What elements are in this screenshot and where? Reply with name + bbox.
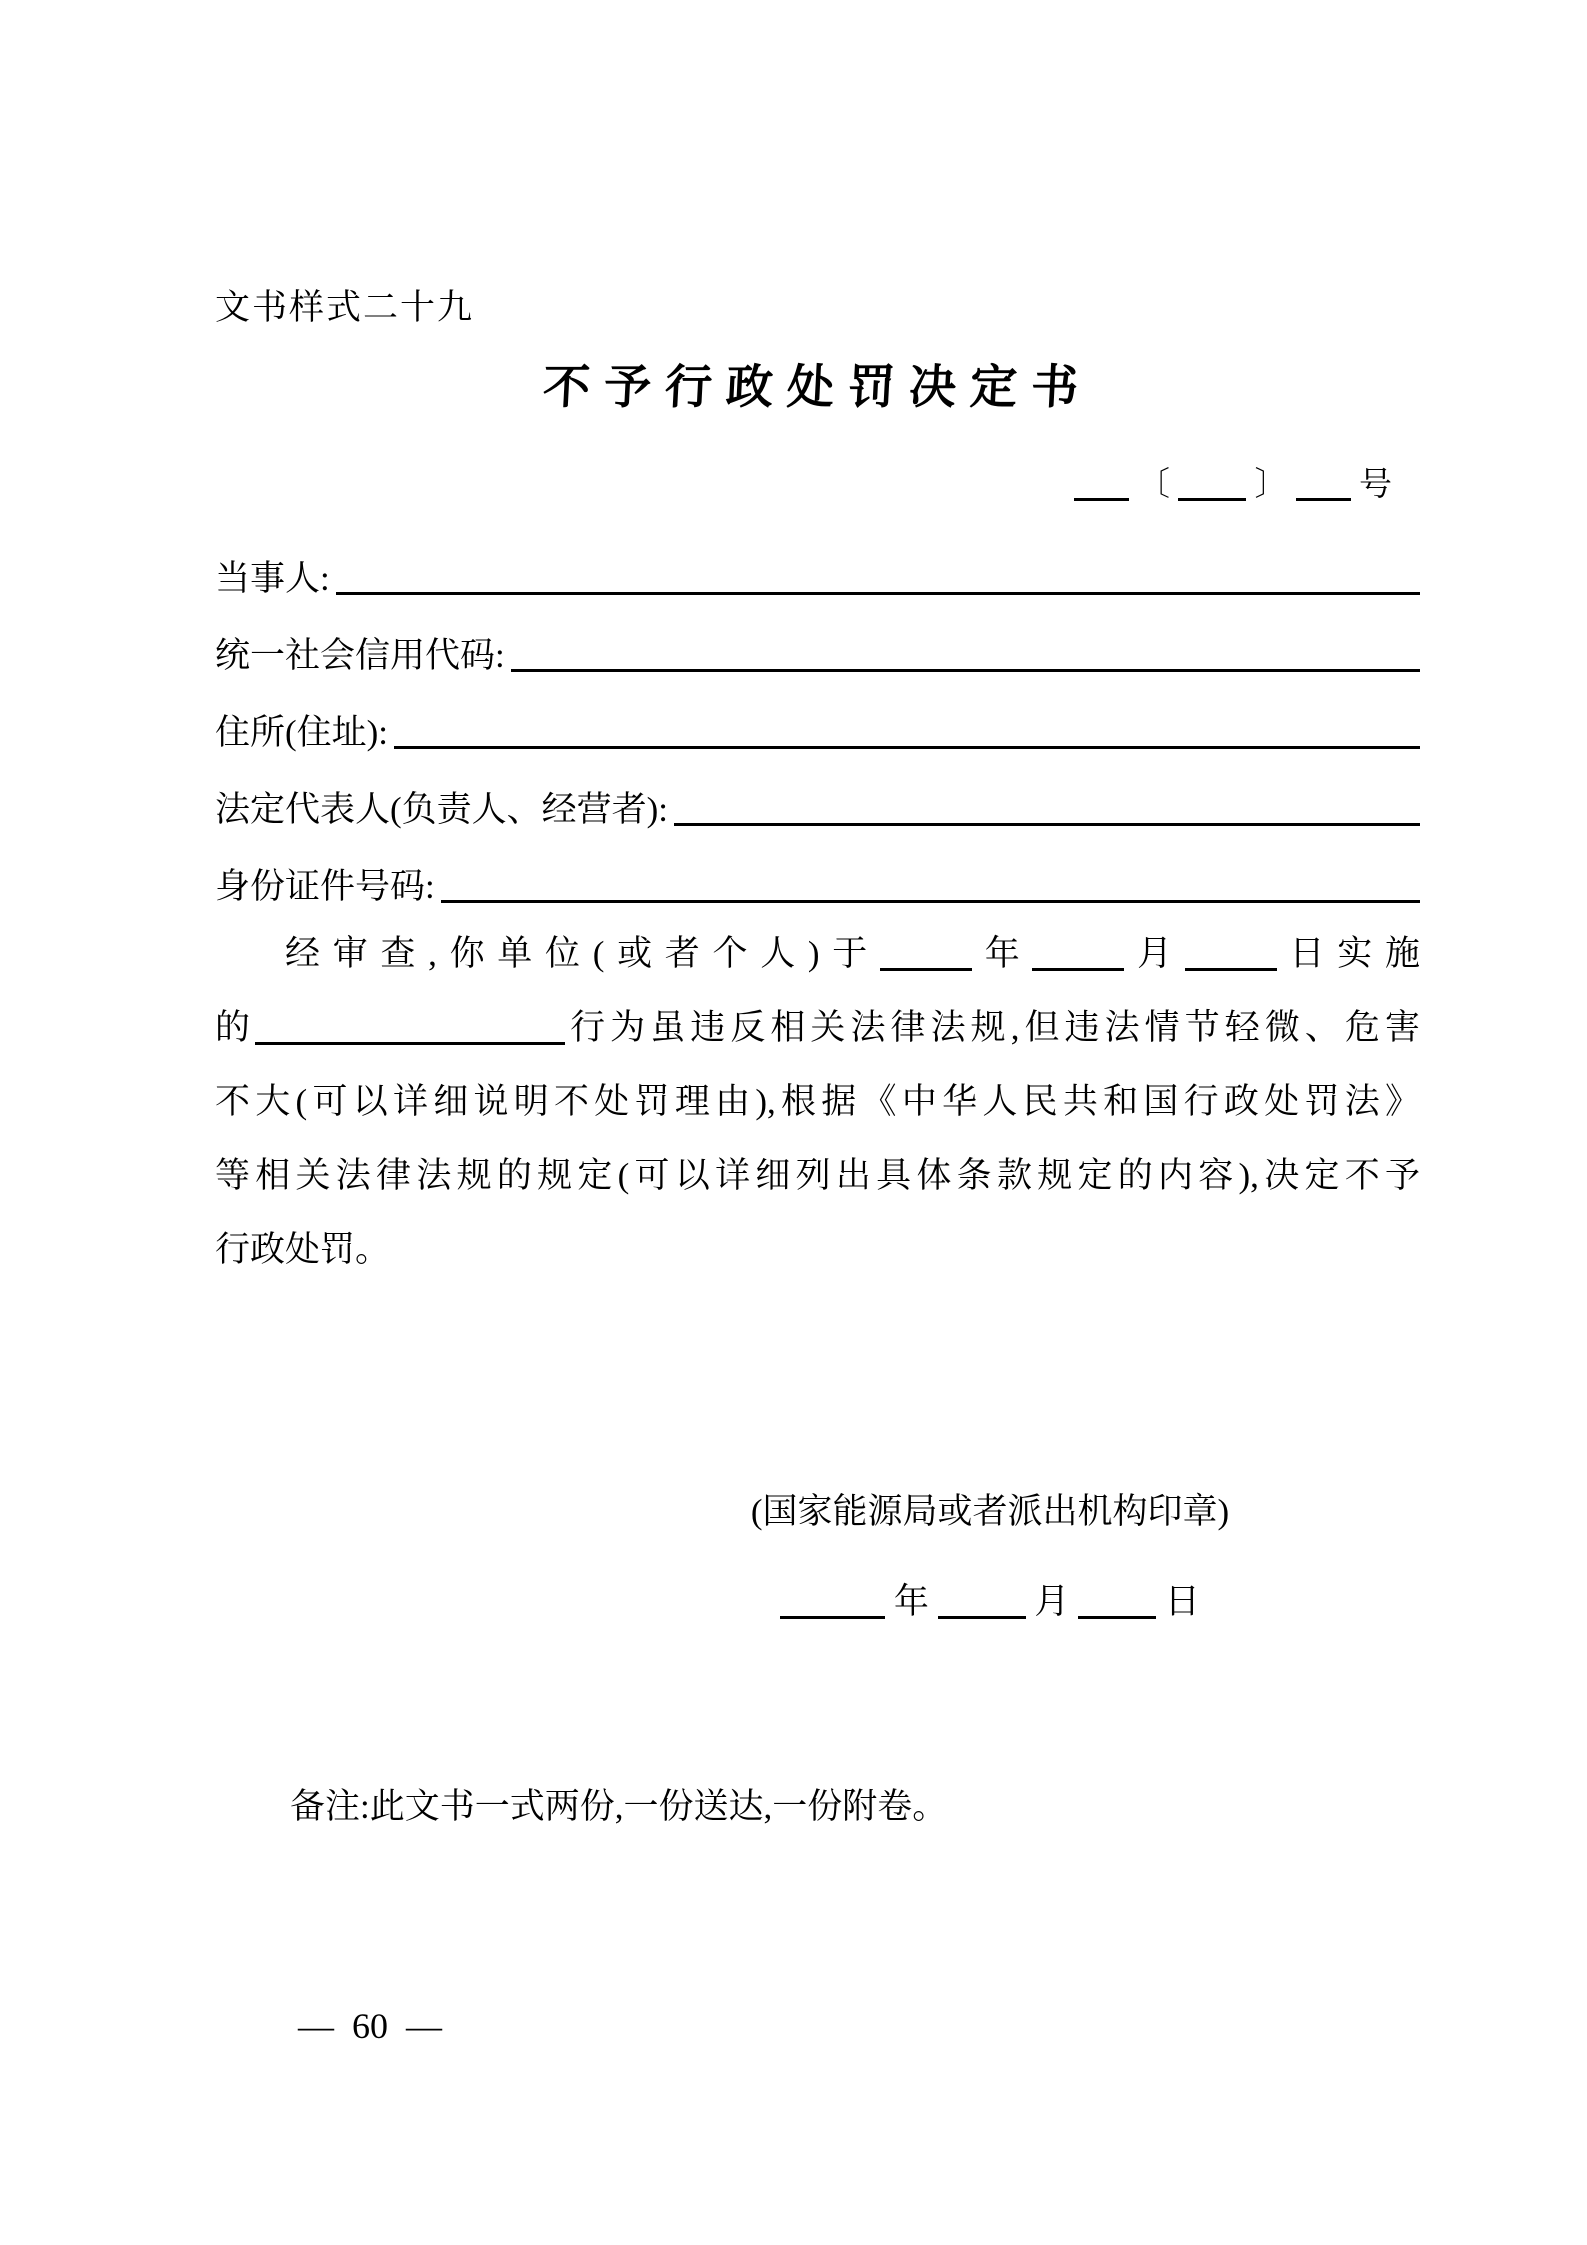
signature-year-blank (780, 1616, 885, 1619)
field-row-party (215, 524, 1420, 601)
field-fill-line-party (336, 592, 1420, 595)
form-fields (215, 524, 1420, 909)
day-blank (1185, 968, 1277, 971)
signature-month-label: 月 (1034, 1582, 1070, 1621)
signature-month-blank (938, 1616, 1026, 1619)
doc-number-close-bracket: 〕 (1254, 467, 1288, 503)
field-label-id-number: 身份证件号码: (215, 867, 435, 906)
signature-day-blank (1078, 1616, 1156, 1619)
doc-number-blank-2 (1178, 498, 1246, 501)
field-row-address (215, 678, 1420, 755)
field-fill-line-legal-representative (674, 823, 1420, 826)
paragraph-line-4: 等相关法律法规的规定(可以详细列出具体条款规定的内容),决定不予 (215, 1156, 1420, 1195)
field-label-credit-code: 统一社会信用代码: (215, 636, 505, 675)
year-blank (880, 968, 972, 971)
field-row-id-number (215, 832, 1420, 909)
signature-day-label: 日 (1164, 1582, 1200, 1621)
doc-number-line (215, 463, 1420, 508)
document-title: 不予行政处罚决定书 (541, 362, 1094, 414)
field-fill-line-id-number (441, 900, 1420, 903)
paragraph-line-5: 行政处罚。 (215, 1230, 391, 1269)
paragraph-line-3: 不大(可以详细说明不处罚理由),根据《中华人民共和国行政处罚法》 (215, 1082, 1420, 1121)
field-fill-line-credit-code (511, 669, 1420, 672)
line2-post-text: 行为虽违反相关法律法规,但违法情节轻微、危害 (565, 1008, 1420, 1047)
doc-number-blank-3 (1296, 498, 1351, 501)
page-number-dash-left: — (298, 2006, 334, 2046)
field-label-address: 住所(住址): (215, 713, 389, 752)
document-content (215, 0, 1420, 1832)
line1-pre-text: 经审查,你单位(或者个人)于 (285, 934, 880, 973)
remark-line: 备注:此文书一式两份,一份送达,一份附卷。 (290, 1787, 948, 1826)
paragraph-line-2 (215, 991, 1420, 1065)
field-row-credit-code (215, 601, 1420, 678)
doc-number-suffix: 号 (1359, 467, 1392, 503)
field-label-legal-representative: 法定代表人(负责人、经营者): (215, 790, 669, 829)
doc-sample-label: 文书样式二十九 (215, 288, 475, 327)
field-label-party: 当事人: (215, 559, 330, 598)
paragraph-line-1 (215, 917, 1420, 991)
seal-line: (国家能源局或者派出机构印章) (750, 1492, 1230, 1531)
page-number-value: 60 (352, 2006, 388, 2046)
month-label: 月 (1124, 934, 1185, 973)
month-blank (1032, 968, 1124, 971)
field-row-legal-representative (215, 755, 1420, 832)
signature-date-line (680, 1577, 1300, 1627)
field-fill-line-address (394, 746, 1420, 749)
line2-pre-text: 的 (215, 1008, 256, 1047)
decision-paragraph (215, 917, 1420, 1287)
year-label: 年 (972, 934, 1033, 973)
doc-number-blank-1 (1074, 498, 1129, 501)
doc-number-open-bracket: 〔 (1137, 467, 1170, 503)
signature-block (680, 1487, 1300, 1627)
page-number (285, 2005, 455, 2047)
day-label: 日实施 (1276, 934, 1420, 973)
signature-year-label: 年 (893, 1582, 929, 1621)
page-number-dash-right: — (406, 2006, 442, 2046)
act-blank (255, 1042, 565, 1045)
